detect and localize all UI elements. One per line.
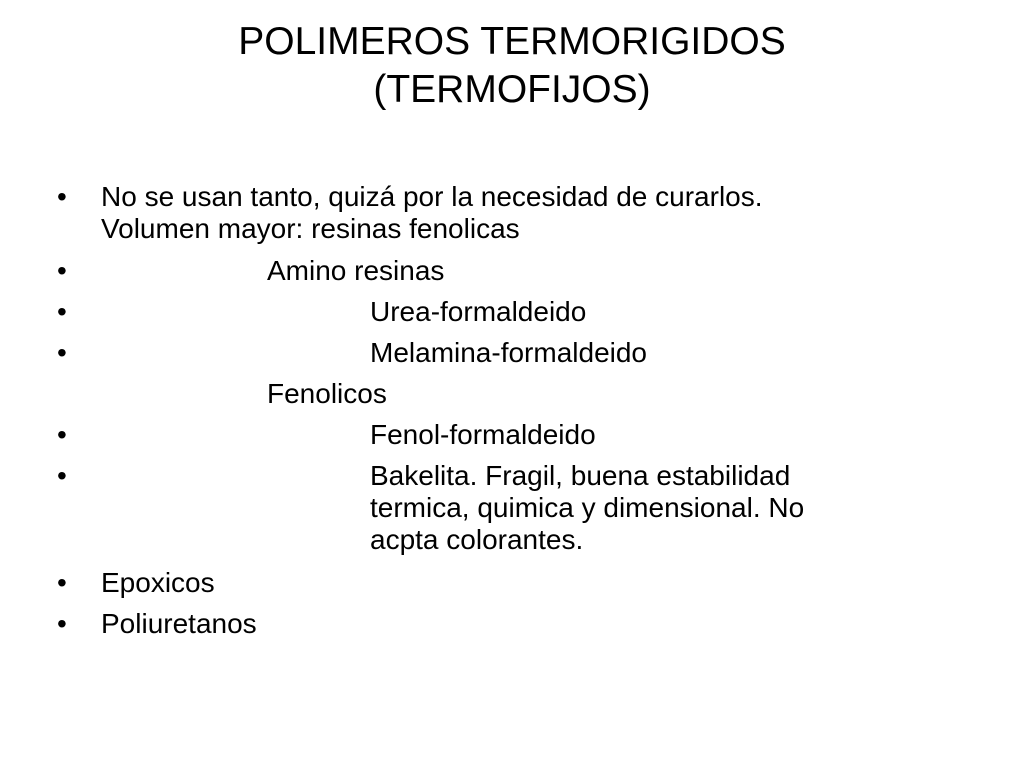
list-item-text: Fenol-formaldeido bbox=[370, 419, 596, 450]
list-item-text: No se usan tanto, quizá por la necesidad de curarlos. Volumen mayor: resinas fenolicas bbox=[101, 181, 763, 244]
bullet-marker: • bbox=[57, 296, 67, 327]
slide-title-line-1: POLIMEROS TERMORIGIDOS bbox=[238, 20, 786, 63]
list-item-text: Amino resinas bbox=[267, 255, 445, 286]
bullet-marker: • bbox=[57, 608, 67, 639]
slide-title-line-2: (TERMOFIJOS) bbox=[373, 68, 651, 111]
bullet-marker: • bbox=[57, 419, 67, 450]
bullet-marker: • bbox=[57, 337, 67, 368]
list-item-text: Bakelita. Fragil, buena estabilidad termica, quimica y dimensional. No acpta colorantes. bbox=[370, 460, 805, 555]
bullet-marker: • bbox=[57, 460, 67, 491]
list-item-text: Melamina-formaldeido bbox=[370, 337, 648, 368]
bullet-marker: • bbox=[57, 181, 67, 212]
list-item-text: Urea-formaldeido bbox=[370, 296, 587, 327]
bullet-marker: • bbox=[57, 567, 67, 598]
list-item-text: Fenolicos bbox=[267, 378, 387, 409]
list-item-text: Epoxicos bbox=[101, 567, 215, 598]
list-item-text: Poliuretanos bbox=[101, 608, 257, 639]
bullet-marker: • bbox=[57, 255, 67, 286]
